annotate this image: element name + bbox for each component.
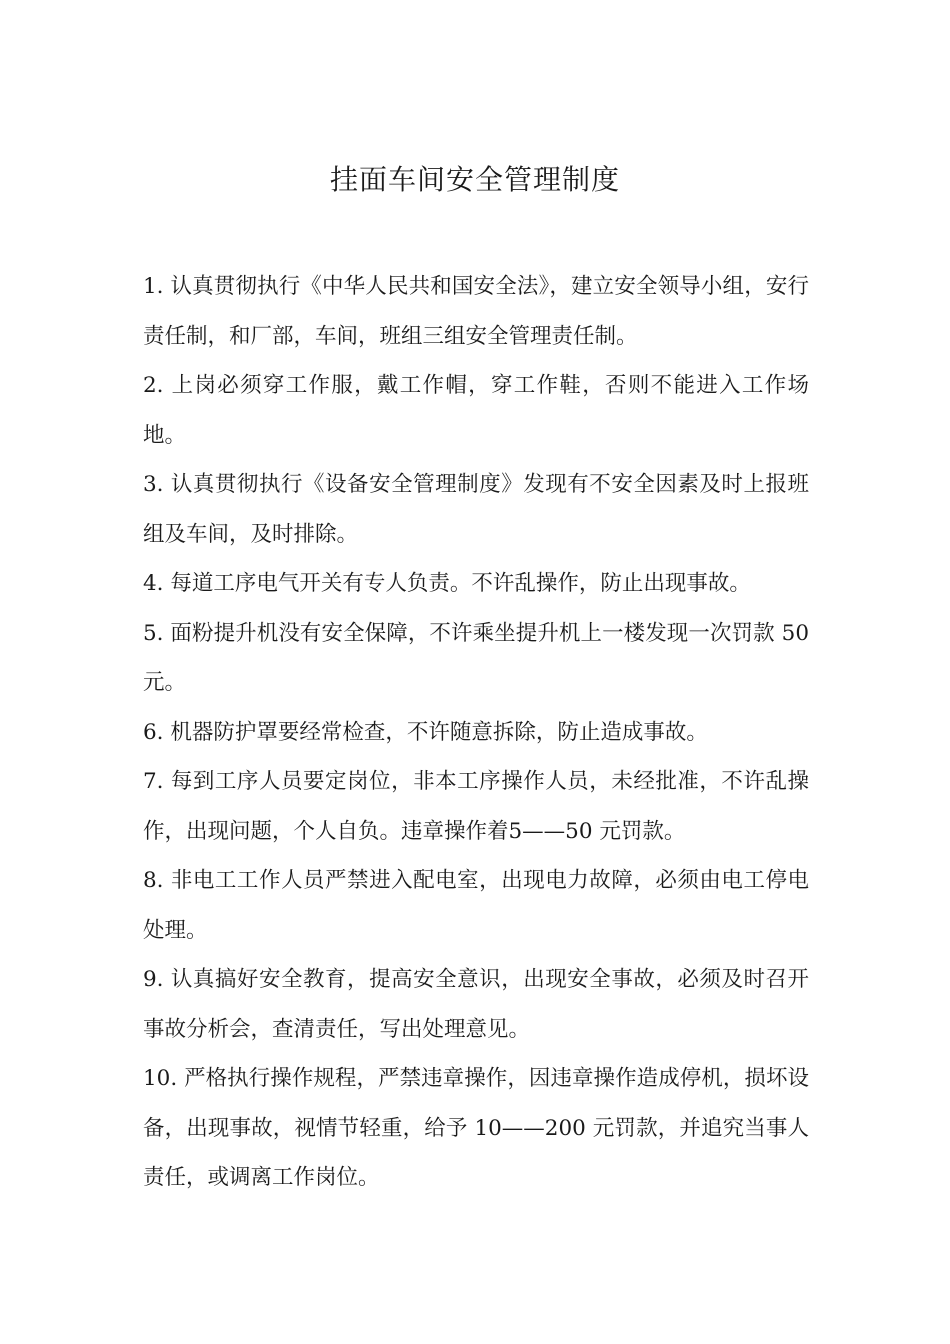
rule-item-7: 7. 每到工序人员要定岗位，非本工序操作人员，未经批准，不许乱操作，出现问题，个人自负。违章操作着5——50 元罚款。 bbox=[143, 769, 809, 844]
rule-item-1: 1. 认真贯彻执行《中华人民共和国安全法》，建立安全领导小组，安行责任制，和厂部，车间，班组三组安全管理责任制。 bbox=[143, 274, 809, 349]
rule-item-3: 3. 认真贯彻执行《设备安全管理制度》发现有不安全因素及时上报班组及车间，及时排除。 bbox=[143, 472, 809, 547]
rule-item-10: 10. 严格执行操作规程，严禁违章操作，因违章操作造成停机，损坏设备，出现事故，视情节轻重，给予 10——200 元罚款，并追究当事人责任，或调离工作岗位。 bbox=[143, 1066, 809, 1190]
rule-item-4: 4. 每道工序电气开关有专人负责。不许乱操作，防止出现事故。 bbox=[143, 571, 751, 596]
rule-item-8: 8. 非电工工作人员严禁进入配电室，出现电力故障，必须由电工停电处理。 bbox=[143, 868, 809, 943]
rule-item-2: 2. 上岗必须穿工作服，戴工作帽，穿工作鞋，否则不能进入工作场地。 bbox=[143, 373, 809, 448]
rule-item-6: 6. 机器防护罩要经常检查，不许随意拆除，防止造成事故。 bbox=[143, 719, 708, 745]
rules-list bbox=[143, 262, 809, 1203]
rule-item-5: 5. 面粉提升机没有安全保障，不许乘坐提升机上一楼发现一次罚款 50 元。 bbox=[143, 620, 809, 695]
rule-item-9: 9. 认真搞好安全教育，提高安全意识，出现安全事故，必须及时召开事故分析会，查清责任，写出处理意见。 bbox=[143, 967, 809, 1042]
document-title: 挂面车间安全管理制度 bbox=[329, 163, 620, 196]
